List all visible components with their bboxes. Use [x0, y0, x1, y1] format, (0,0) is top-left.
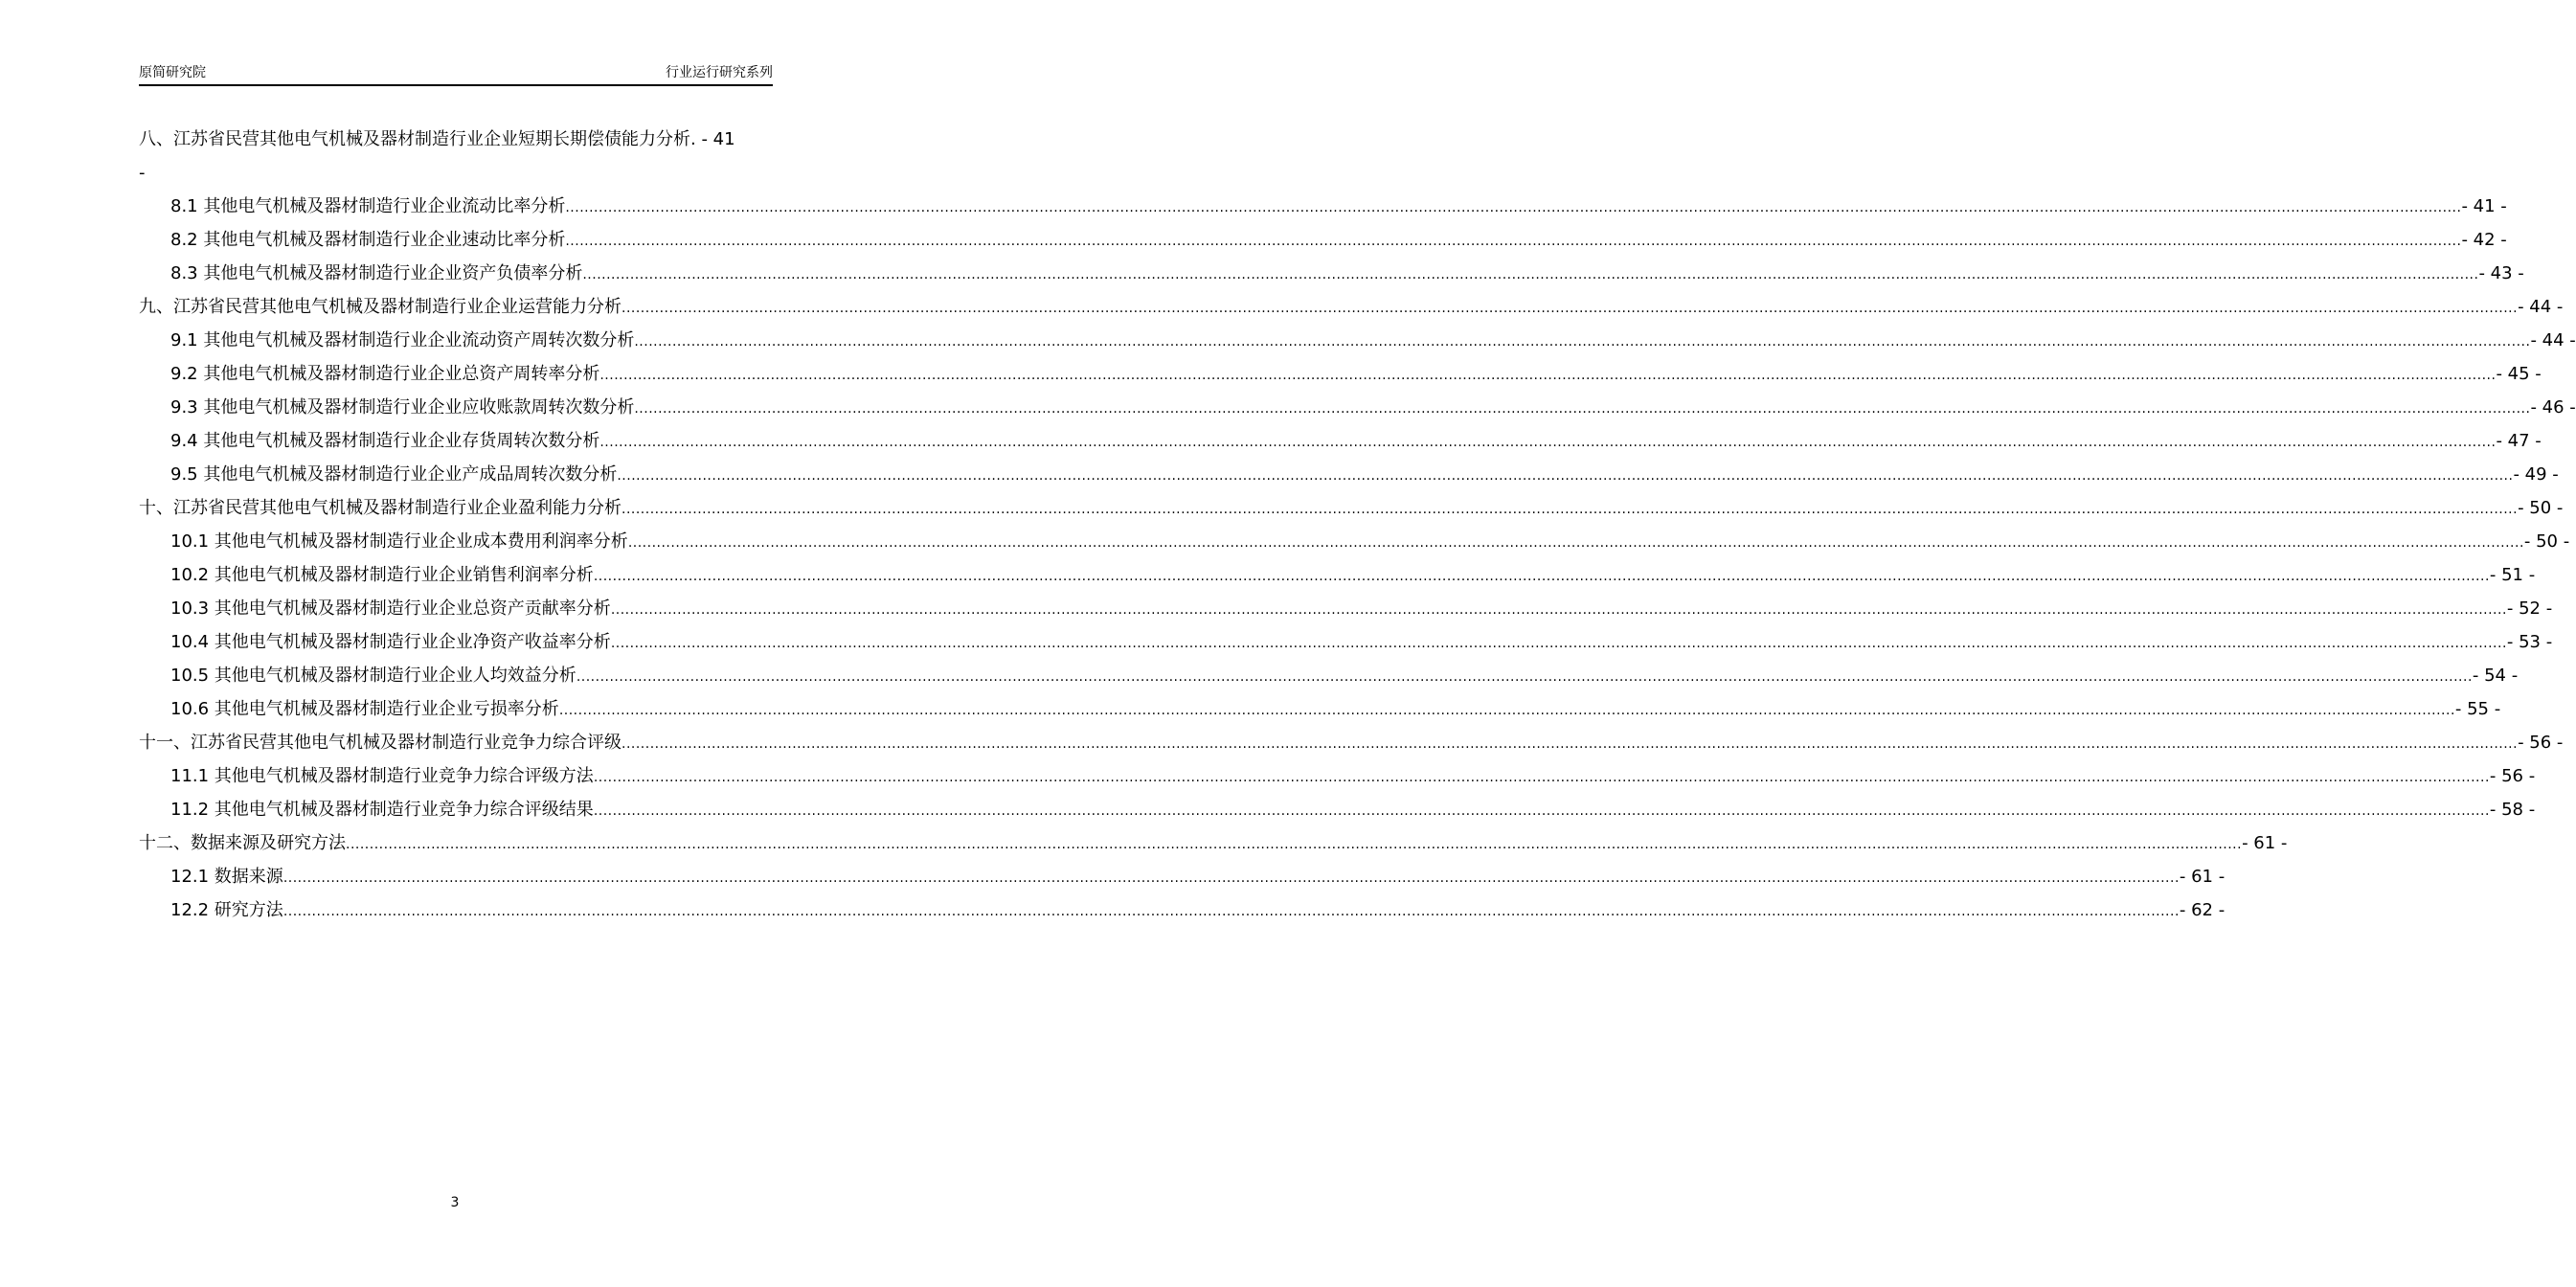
- toc-entry[interactable]: [139, 726, 2564, 759]
- toc-entry[interactable]: [139, 458, 2559, 491]
- toc-entry[interactable]: [139, 324, 2576, 357]
- toc-dot-leader: ................................................................................................................................................................................................................................................................................................................................................................................................................: [621, 736, 2519, 752]
- toc-entry-title: 11.2 其他电气机械及器材制造行业竞争力综合评级结果: [170, 800, 594, 820]
- toc-dot-leader: ................................................................................................................................................................................................................................................................................................................................................................................................................: [617, 468, 2514, 484]
- toc-entry-row: [170, 592, 2553, 627]
- toc-dot-leader: ................................................................................................................................................................................................................................................................................................................................................................................................................: [621, 502, 2519, 517]
- toc-entry[interactable]: [139, 826, 2288, 860]
- toc-entry-row: [170, 625, 2553, 661]
- toc-dot-leader: ................................................................................................................................................................................................................................................................................................................................................................................................................: [599, 435, 2497, 450]
- toc-entry[interactable]: [139, 558, 2536, 592]
- toc-entry-page-number: - 44 -: [2518, 297, 2564, 317]
- toc-dot-leader: ................................................................................................................................................................................................................................................................................................................................................................................................................: [593, 569, 2490, 584]
- toc-entry[interactable]: [139, 692, 2501, 726]
- toc-entry-page-number: - 56 -: [2489, 766, 2536, 786]
- toc-dot-leader: ................................................................................................................................................................................................................................................................................................................................................................................................................: [593, 770, 2490, 785]
- toc-entry-title: 8.2 其他电气机械及器材制造行业企业速动比率分析: [170, 230, 566, 250]
- toc-entry-row: [139, 491, 2564, 527]
- toc-entry-page-number: - 43 -: [2478, 263, 2524, 283]
- toc-entry-row: [170, 759, 2536, 795]
- toc-entry[interactable]: [139, 491, 2564, 525]
- toc-dot-leader: ................................................................................................................................................................................................................................................................................................................................................................................................................: [576, 669, 2473, 685]
- toc-entry[interactable]: [139, 190, 2507, 223]
- toc-entry-page-number: - 44 -: [2530, 330, 2576, 350]
- toc-entry-title: 9.5 其他电气机械及器材制造行业企业产成品周转次数分析: [170, 464, 618, 485]
- toc-entry-title: 9.3 其他电气机械及器材制造行业企业应收账款周转次数分析: [170, 397, 635, 418]
- toc-dot-leader: ................................................................................................................................................................................................................................................................................................................................................................................................................: [634, 334, 2531, 350]
- toc-dot-leader: ................................................................................................................................................................................................................................................................................................................................................................................................................: [558, 703, 2455, 718]
- toc-entry-page-number: - 47 -: [2496, 431, 2542, 451]
- toc-entry-title: 9.2 其他电气机械及器材制造行业企业总资产周转率分析: [170, 364, 600, 384]
- toc-entry-row: [170, 424, 2542, 460]
- toc-entry-page-number: - 46 -: [2530, 397, 2576, 418]
- toc-entry[interactable]: [139, 625, 2553, 659]
- toc-dot-leader: ................................................................................................................................................................................................................................................................................................................................................................................................................: [610, 636, 2507, 651]
- toc-dot-leader: ................................................................................................................................................................................................................................................................................................................................................................................................................: [610, 602, 2507, 618]
- toc-entry[interactable]: [139, 257, 2524, 290]
- toc-entry-title: 10.3 其他电气机械及器材制造行业企业总资产贡献率分析: [170, 598, 611, 619]
- toc-entry-page-number: - 45 -: [2496, 364, 2542, 384]
- header-series-name: 行业运行研究系列: [666, 65, 773, 80]
- toc-entry-title: 十二、数据来源及研究方法: [139, 833, 346, 853]
- toc-entry-page-number: - 55 -: [2454, 699, 2501, 719]
- toc-entry-row: [170, 659, 2519, 694]
- toc-entry-list: [139, 190, 2576, 927]
- toc-entry-page-number: - 61 -: [2179, 867, 2226, 887]
- toc-entry-page-number: - 62 -: [2179, 900, 2226, 920]
- toc-entry-row: [170, 223, 2507, 259]
- toc-entry-title: 10.1 其他电气机械及器材制造行业企业成本费用利润率分析: [170, 531, 628, 552]
- toc-entry[interactable]: [139, 424, 2542, 458]
- toc-entry-row: [170, 525, 2570, 560]
- toc-dot-leader: ................................................................................................................................................................................................................................................................................................................................................................................................................: [346, 837, 2243, 852]
- toc-dot-leader: ................................................................................................................................................................................................................................................................................................................................................................................................................: [565, 234, 2462, 249]
- toc-entry-title: 8.1 其他电气机械及器材制造行业企业流动比率分析: [170, 196, 566, 216]
- toc-entry-row: [170, 860, 2226, 895]
- toc-entry-page-number: - 50 -: [2523, 531, 2570, 552]
- toc-entry-page-number: - 50 -: [2518, 498, 2564, 518]
- toc-entry-page-number: - 58 -: [2489, 800, 2536, 820]
- toc-entry[interactable]: [139, 357, 2542, 391]
- toc-entry[interactable]: [139, 223, 2507, 257]
- toc-entry-row: [170, 391, 2576, 426]
- toc-entry-title: 10.5 其他电气机械及器材制造行业企业人均效益分析: [170, 666, 576, 686]
- toc-entry-row: [170, 893, 2226, 929]
- toc-entry[interactable]: [139, 893, 2226, 927]
- toc-dot-leader: ................................................................................................................................................................................................................................................................................................................................................................................................................: [565, 200, 2462, 215]
- toc-dot-leader: ................................................................................................................................................................................................................................................................................................................................................................................................................: [593, 803, 2490, 819]
- toc-entry-title: 8.3 其他电气机械及器材制造行业企业资产负债率分析: [170, 263, 583, 283]
- toc-entry-title: 十一、江苏省民营其他电气机械及器材制造行业竞争力综合评级: [139, 733, 621, 753]
- toc-entry-title: 9.1 其他电气机械及器材制造行业企业流动资产周转次数分析: [170, 330, 635, 350]
- toc-entry-title: 八、江苏省民营其他电气机械及器材制造行业企业短期长期偿债能力分析. - 41: [139, 129, 735, 149]
- toc-entry-title: 十、江苏省民营其他电气机械及器材制造行业企业盈利能力分析: [139, 498, 621, 518]
- toc-entry-page-number: - 54 -: [2472, 666, 2519, 686]
- toc-entry-row: [139, 826, 2288, 862]
- toc-entry-page-number: - 56 -: [2518, 733, 2564, 753]
- toc-entry-page-number: - 61 -: [2242, 833, 2288, 853]
- toc-entry-page-number: - 41 -: [2461, 196, 2507, 216]
- toc-dot-leader: ................................................................................................................................................................................................................................................................................................................................................................................................................: [621, 301, 2519, 316]
- toc-entry[interactable]: [139, 525, 2570, 558]
- toc-entry-row: [139, 290, 2564, 326]
- toc-entry-row: [170, 793, 2536, 828]
- toc-entry-row: [170, 257, 2524, 292]
- toc-entry[interactable]: [139, 759, 2536, 793]
- toc-entry-page-number: - 49 -: [2513, 464, 2559, 485]
- toc-dot-leader: ................................................................................................................................................................................................................................................................................................................................................................................................................: [599, 368, 2497, 383]
- toc-entry-title: 12.1 数据来源: [170, 867, 283, 887]
- toc-entry-row: [170, 558, 2536, 594]
- toc-entry[interactable]: [139, 860, 2226, 893]
- toc-dot-leader: ................................................................................................................................................................................................................................................................................................................................................................................................................: [282, 904, 2180, 919]
- toc-entry-title: 9.4 其他电气机械及器材制造行业企业存货周转次数分析: [170, 431, 600, 451]
- toc-entry-page-number: - 53 -: [2506, 632, 2553, 652]
- toc-entry-continuation: -: [139, 163, 146, 183]
- toc-dot-leader: ................................................................................................................................................................................................................................................................................................................................................................................................................: [634, 401, 2531, 417]
- toc-entry[interactable]: [139, 391, 2576, 424]
- page-number: 3: [450, 1195, 460, 1210]
- toc-entry-page-number: - 42 -: [2461, 230, 2507, 250]
- toc-entry-title: 10.6 其他电气机械及器材制造行业企业亏损率分析: [170, 699, 559, 719]
- toc-entry-row: [170, 190, 2507, 225]
- toc-entry[interactable]: [139, 290, 2564, 324]
- toc-entry[interactable]: [139, 793, 2536, 826]
- toc-entry-row: [170, 692, 2501, 728]
- toc-dot-leader: ................................................................................................................................................................................................................................................................................................................................................................................................................: [627, 535, 2524, 551]
- toc-entry-section-8[interactable]: [139, 123, 773, 190]
- toc-entry-row: [170, 458, 2559, 493]
- toc-entry-page-number: - 51 -: [2489, 565, 2536, 585]
- header-org-name: 原简研究院: [139, 65, 206, 80]
- toc-dot-leader: ................................................................................................................................................................................................................................................................................................................................................................................................................: [282, 870, 2180, 886]
- toc-entry-row: [170, 357, 2542, 393]
- toc-entry[interactable]: [139, 659, 2519, 692]
- toc-entry-title: 11.1 其他电气机械及器材制造行业竞争力综合评级方法: [170, 766, 594, 786]
- toc-entry-title: 九、江苏省民营其他电气机械及器材制造行业企业运营能力分析: [139, 297, 621, 317]
- toc-entry-row: [139, 726, 2564, 761]
- toc-entry-page-number: - 52 -: [2506, 598, 2553, 619]
- toc-entry-row: [170, 324, 2576, 359]
- toc-entry-title: 10.4 其他电气机械及器材制造行业企业净资产收益率分析: [170, 632, 611, 652]
- page-header: [139, 63, 773, 86]
- toc-entry-title: 12.2 研究方法: [170, 900, 283, 920]
- toc-dot-leader: ................................................................................................................................................................................................................................................................................................................................................................................................................: [582, 267, 2479, 282]
- toc-entry[interactable]: [139, 592, 2553, 625]
- toc-entry-title: 10.2 其他电气机械及器材制造行业企业销售利润率分析: [170, 565, 594, 585]
- table-of-contents: [139, 123, 2576, 927]
